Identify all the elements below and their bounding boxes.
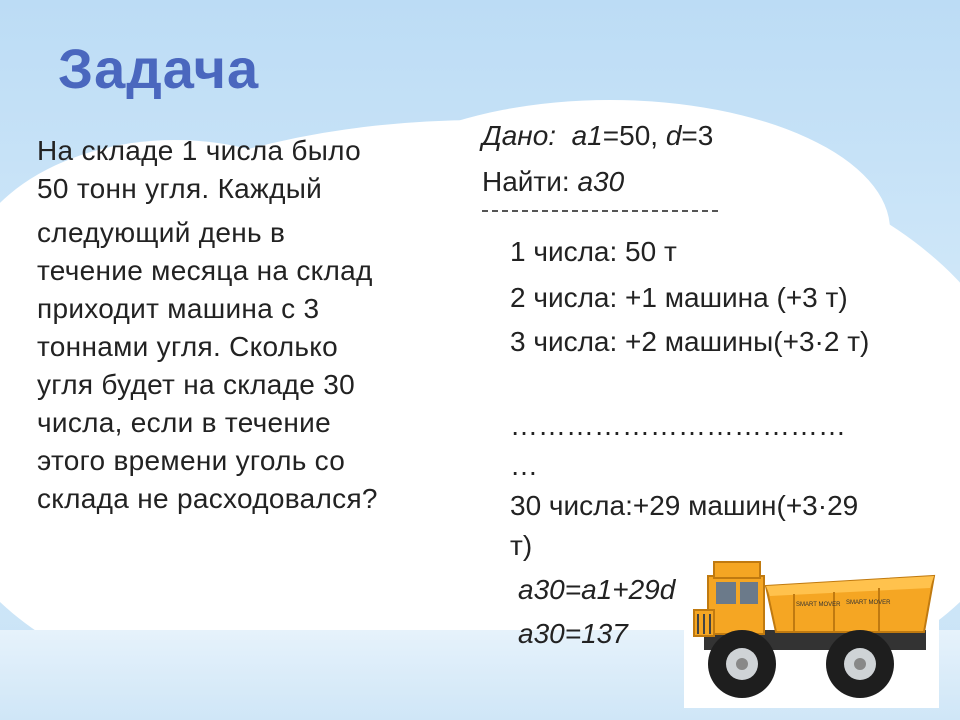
problem-line: угля будет на складе 30 bbox=[37, 369, 355, 400]
find-line bbox=[482, 166, 624, 198]
result-line: a30=137 bbox=[518, 618, 628, 649]
find-label: Найти: bbox=[482, 166, 578, 197]
formula-lhs: a30=a1 bbox=[518, 574, 613, 605]
problem-line: склада не расходовался? bbox=[37, 483, 378, 514]
day30-line-continued: т) bbox=[510, 530, 533, 561]
truck-label-right: SMART MOVER bbox=[846, 600, 891, 606]
problem-line: приходит машина с 3 bbox=[37, 293, 320, 324]
problem-line: числа, если в течение bbox=[37, 407, 331, 438]
given-a1: a1 bbox=[571, 120, 603, 151]
given-label: Дано: bbox=[482, 120, 557, 151]
given-a1-value: =50, bbox=[602, 120, 666, 151]
separator-dashed-line bbox=[482, 210, 718, 212]
ellipsis-line-continued: … bbox=[510, 450, 538, 481]
formula-rest: +29d bbox=[612, 574, 676, 605]
problem-text bbox=[37, 132, 437, 518]
problem-line: этого времени уголь со bbox=[37, 445, 346, 476]
day30-line: 30 числа:+29 машин(+3·29 bbox=[510, 490, 859, 521]
slide-title: Задача bbox=[58, 37, 260, 100]
problem-line: 50 тонн угля. Каждый bbox=[37, 173, 323, 204]
problem-line: тоннами угля. Сколько bbox=[37, 331, 339, 362]
problem-line: следующий день в bbox=[37, 217, 286, 248]
given-d: d bbox=[665, 120, 682, 151]
step-line: 3 числа: +2 машины(+3·2 т) bbox=[510, 326, 870, 357]
step-line: 1 числа: 50 т bbox=[510, 236, 677, 267]
dump-truck-image bbox=[684, 548, 939, 708]
problem-line: На складе 1 числа было bbox=[37, 135, 361, 166]
problem-line: течение месяца на склад bbox=[37, 255, 373, 286]
find-target: a30 bbox=[577, 166, 625, 197]
given-line bbox=[482, 120, 713, 152]
given-d-value: =3 bbox=[681, 120, 714, 151]
ellipsis-line: ……………………………… bbox=[510, 410, 846, 441]
dump-truck-icon bbox=[684, 548, 939, 708]
formula-line bbox=[518, 574, 675, 606]
truck-label-left: SMART MOVER bbox=[796, 602, 841, 608]
step-line: 2 числа: +1 машина (+3 т) bbox=[510, 282, 848, 313]
